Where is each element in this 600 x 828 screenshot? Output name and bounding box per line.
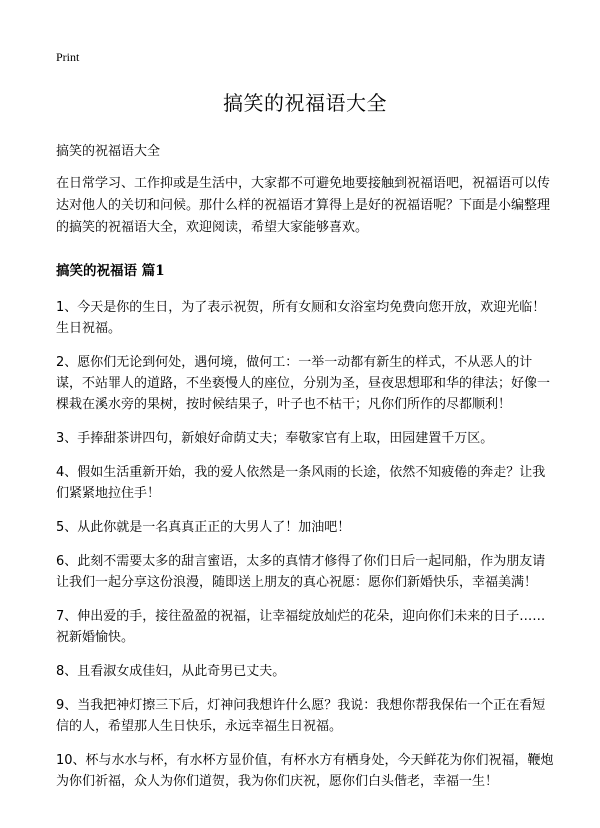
blessing-item-6: 6、此刻不需要太多的甜言蜜语，太多的真情才修得了你们日后一起同船，作为朋友请让我们一起分享这份浪漫，随即送上朋友的真心祝愿：愿你们新婚快乐，幸福美满！ [56,554,546,590]
intro-paragraph: 在日常学习、工作抑或是生活中，大家都不可避免地要接触到祝福语吧，祝福语可以传达对他人的关切和问候。那什么样的祝福语才算得上是好的祝福语呢？下面是小编整理的搞笑的祝福语大全，欢迎阅读，希望大家能够喜欢。 [56,176,551,235]
print-link[interactable]: Print [56,50,80,64]
blessing-item-10: 10、杯与水水与杯，有水杯方显价值，有杯水方有栖身处，今天鲜花为你们祝福，鞭炮为你们祈福，众人为你们道贺，我为你们庆祝，愿你们白头偕老，幸福一生！ [56,753,554,789]
blessing-item-5: 5、从此你就是一名真真正正的大男人了！加油吧！ [56,520,351,535]
blessing-item-9: 9、当我把神灯擦三下后，灯神问我想许什么愿？我说：我想你帮我保佑一个正在看短信的人，希望那人生日快乐，永远幸福生日祝福。 [56,698,546,734]
blessing-item-8: 8、且看淑女成佳妇，从此奇男已丈夫。 [56,664,286,679]
document-subtitle: 搞笑的祝福语大全 [56,144,161,159]
section-heading: 搞笑的祝福语 篇1 [56,263,165,279]
document-title: 搞笑的祝福语大全 [223,91,387,115]
blessing-item-1: 1、今天是你的生日，为了表示祝贺，所有女厕和女浴室均免费向您开放，欢迎光临！生日祝福。 [56,300,546,336]
blessing-item-2: 2、愿你们无论到何处，遇何境，做何工：一举一动都有新生的样式，不从恶人的计谋，不站罪人的道路，不坐亵慢人的座位，分别为圣，昼夜思想耶和华的律法；好像一棵栽在溪水旁的果树，按时候结果子，叶子也不枯干；凡你们所作的尽都顺利！ [56,355,551,412]
blessing-item-3: 3、手捧甜茶讲四句，新娘好命荫丈夫；奉敬家官有上取，田园建置千万区。 [56,431,494,446]
blessing-item-7: 7、伸出爱的手，接往盈盈的祝福，让幸福绽放灿烂的花朵，迎向你们未来的日子……祝新婚愉快。 [56,609,546,645]
blessing-item-4: 4、假如生活重新开始，我的爱人依然是一条风雨的长途，依然不知疲倦的奔走？让我们紧紧地拉住手！ [56,465,546,501]
